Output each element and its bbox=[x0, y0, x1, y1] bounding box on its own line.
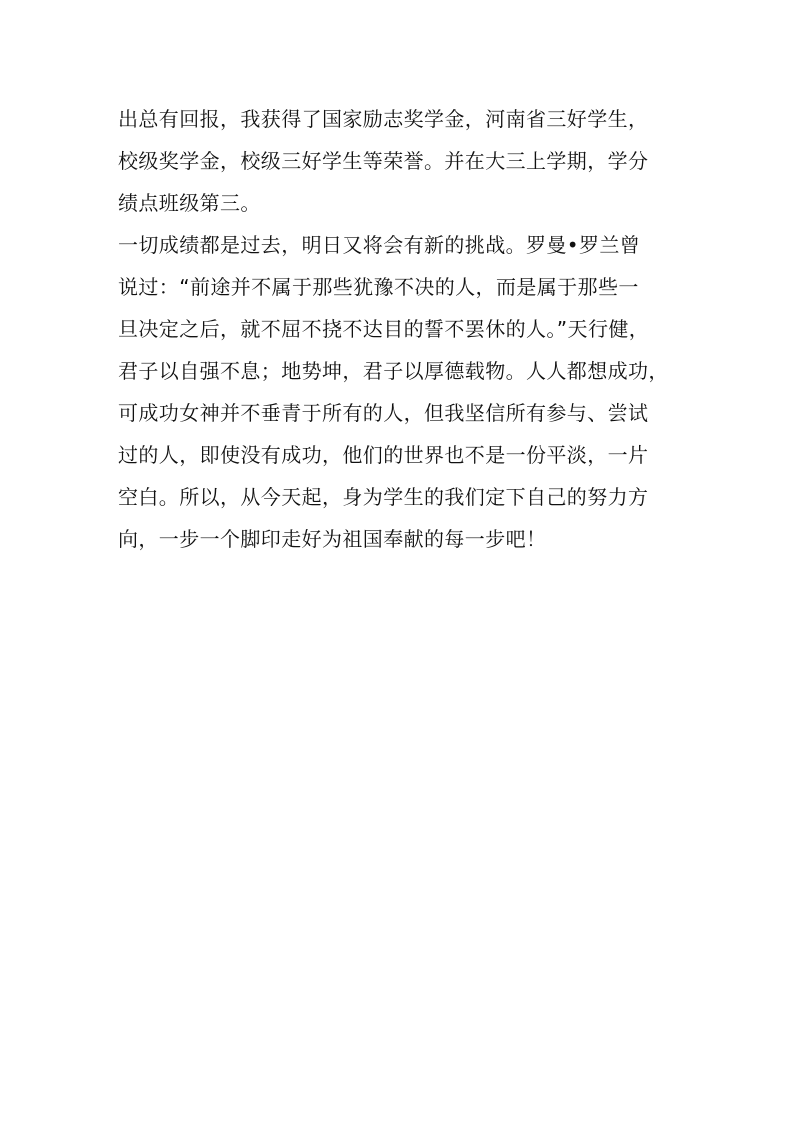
text-line: 君子以自强不息；地势坤，君子以厚德载物。人人都想成功， bbox=[118, 359, 669, 383]
text-line: 说过：“前途并不属于那些犹豫不决的人，而是属于那些一 bbox=[118, 275, 639, 299]
body-text bbox=[118, 98, 698, 560]
text-line: 空白。所以，从今天起，身为学生的我们定下自己的努力方 bbox=[118, 485, 649, 509]
text-line: 向，一步一个脚印走好为祖国奉献的每一步吧！ bbox=[118, 527, 547, 551]
text-line: 绩点班级第三。 bbox=[118, 191, 261, 215]
text-line: 过的人，即使没有成功，他们的世界也不是一份平淡，一片 bbox=[118, 443, 649, 467]
text-line: 校级奖学金，校级三好学生等荣誉。并在大三上学期，学分 bbox=[118, 149, 649, 173]
text-line: 一切成绩都是过去，明日又将会有新的挑战。罗曼•罗兰曾 bbox=[118, 233, 641, 257]
text-line: 旦决定之后，就不屈不挠不达目的誓不罢休的人。”天行健， bbox=[118, 317, 650, 341]
text-line: 可成功女神并不垂青于所有的人，但我坚信所有参与、尝试 bbox=[118, 401, 649, 425]
text-line: 出总有回报，我获得了国家励志奖学金，河南省三好学生， bbox=[118, 107, 649, 131]
